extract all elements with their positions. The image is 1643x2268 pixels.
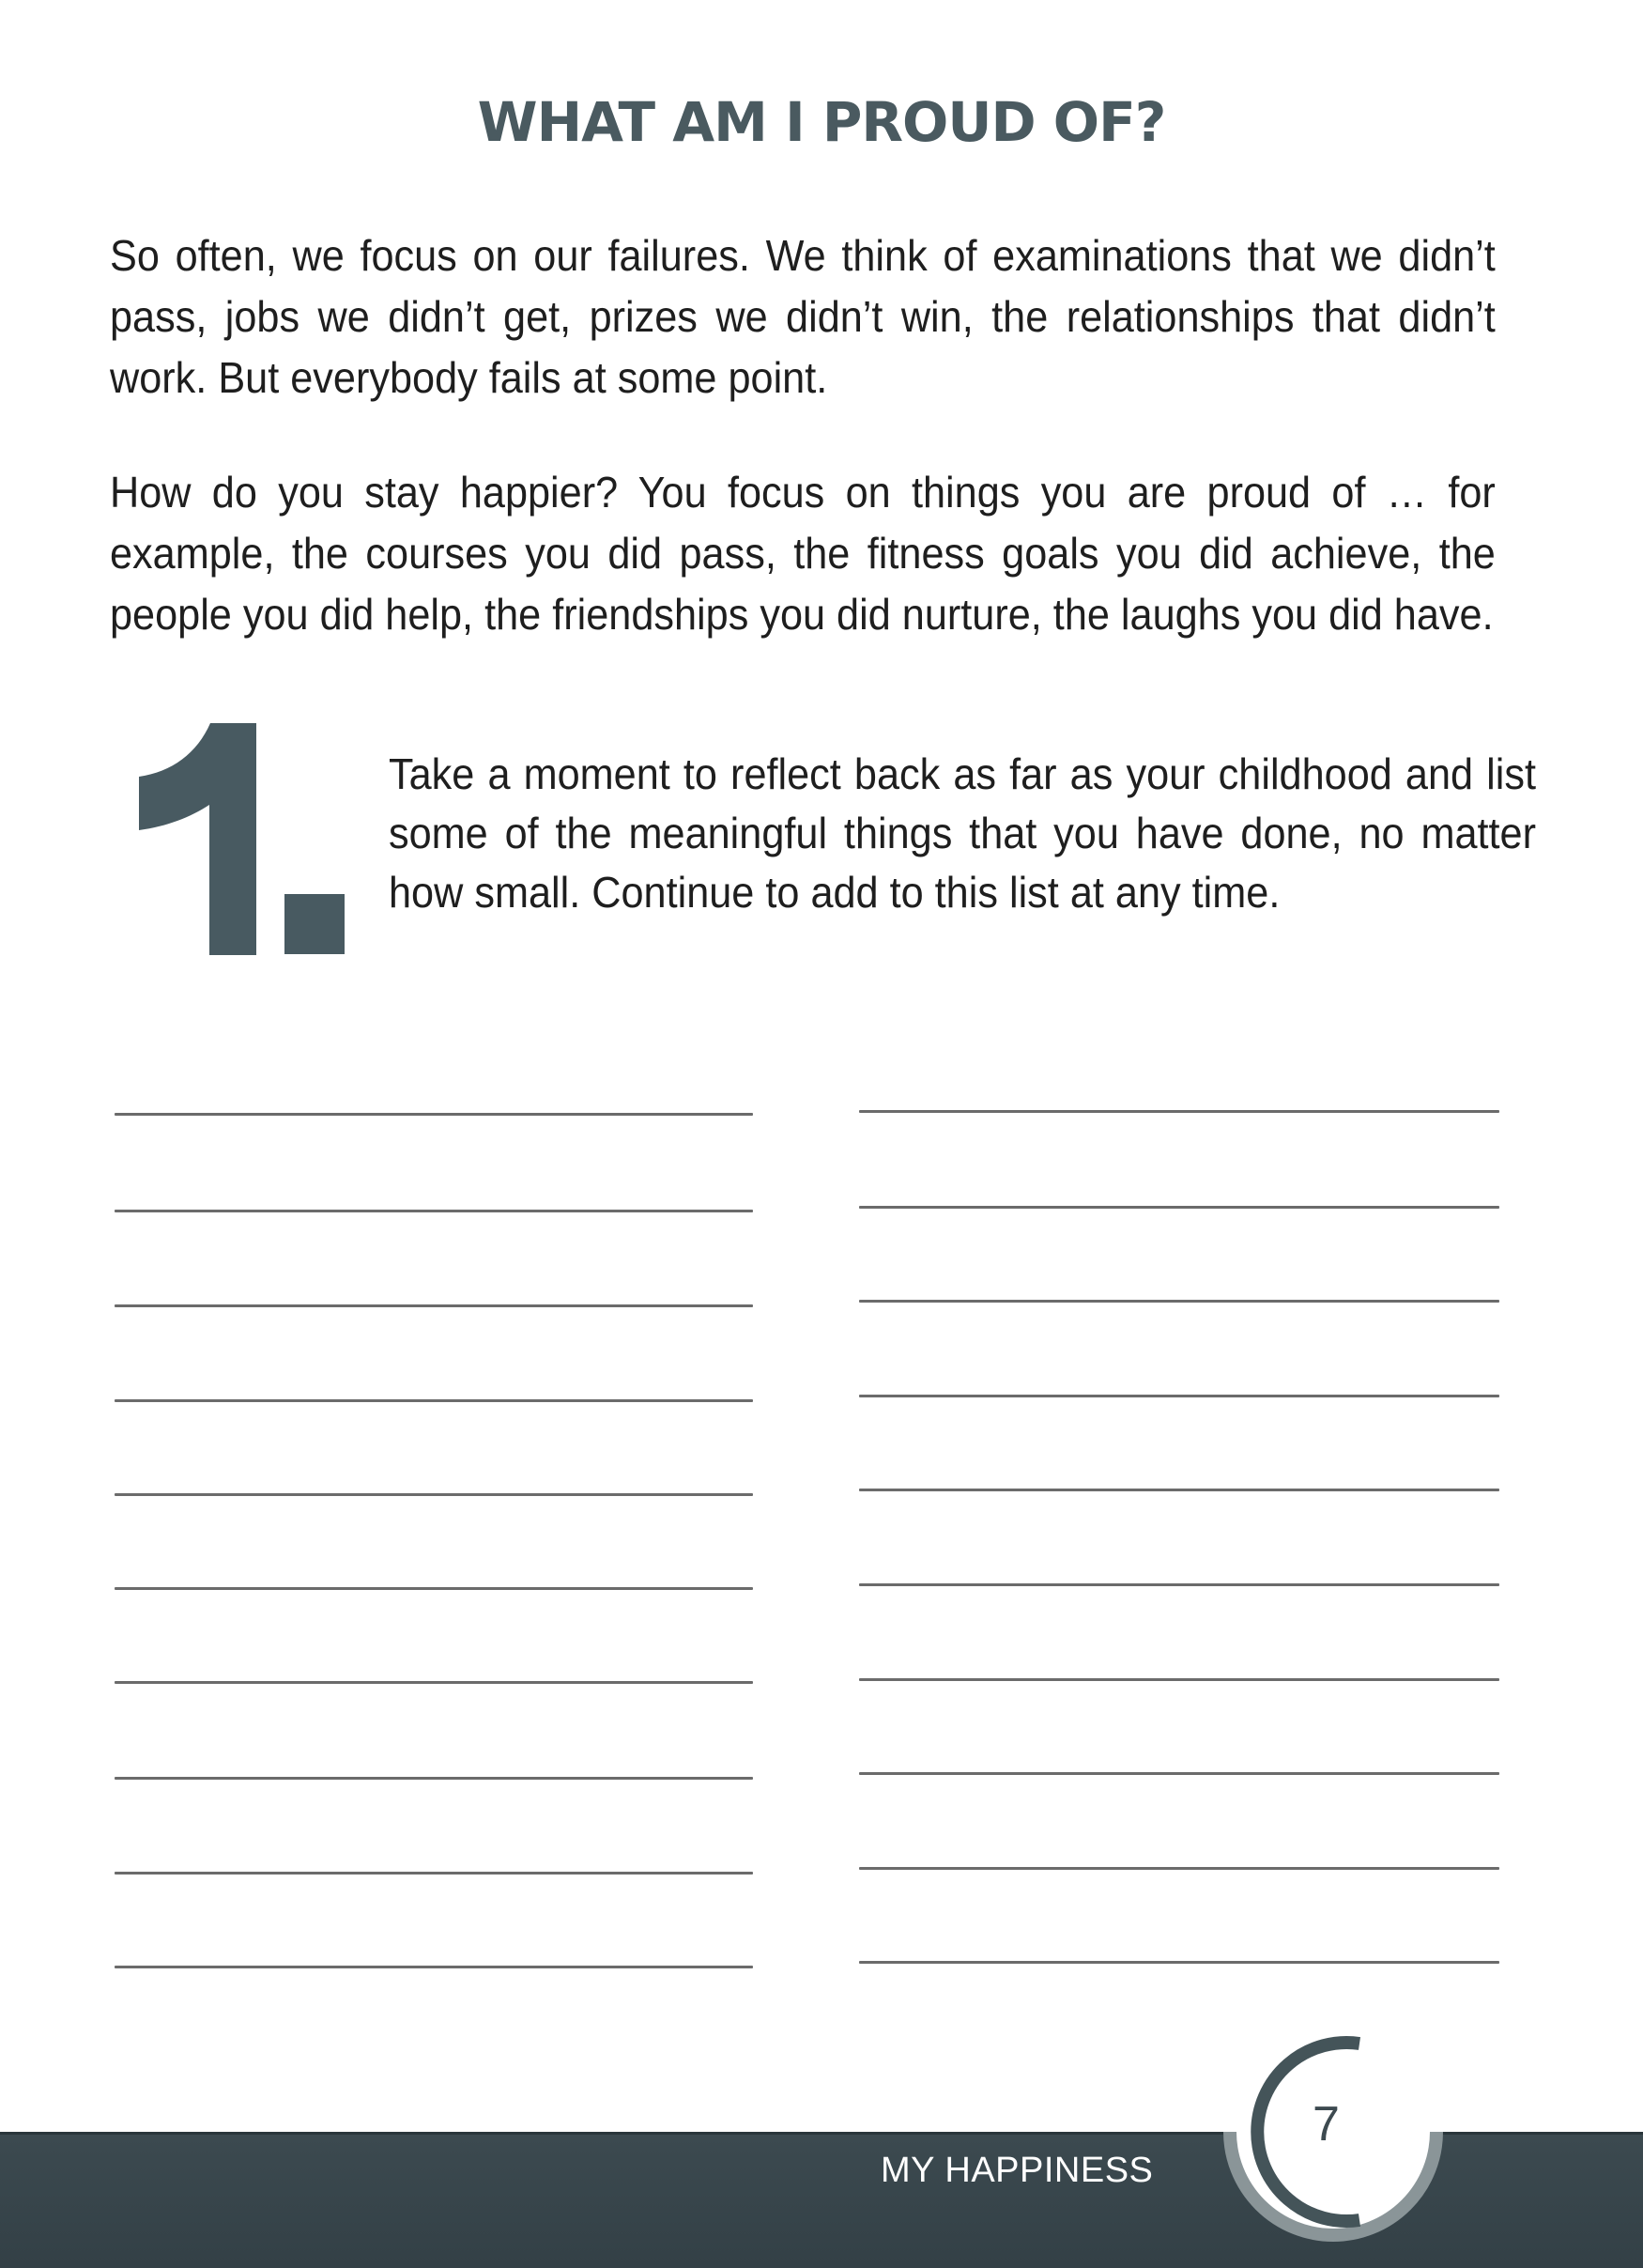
writing-line[interactable] bbox=[115, 1210, 753, 1212]
happiness-paragraph: How do you stay happier? You focus on things you are proud of … for example, the courses you did pass, the fitness goals you did achieve, the people you did help, the friendships you did nurture, the laughs you did have. bbox=[110, 468, 1496, 639]
intro-paragraph: So often, we focus on our failures. We think of examinations that we didn’t pass, jobs we didn’t get, prizes we didn’t win, the relationships that didn’t work. But everybody fails at some point. bbox=[110, 231, 1496, 402]
writing-line[interactable] bbox=[859, 1206, 1499, 1209]
exercise-instruction: Take a moment to reflect back as far as your childhood and list some of the meaningful things that you have done, no matter how small. Continue to add to this list at any time. bbox=[389, 749, 1536, 917]
writing-line[interactable] bbox=[859, 1300, 1499, 1303]
writing-line[interactable] bbox=[115, 1966, 753, 1968]
writing-line[interactable] bbox=[115, 1399, 753, 1402]
writing-line[interactable] bbox=[859, 1395, 1499, 1397]
writing-line[interactable] bbox=[115, 1113, 753, 1116]
section-label: MY HAPPINESS bbox=[881, 2151, 1154, 2190]
writing-line[interactable] bbox=[115, 1681, 753, 1684]
writing-line[interactable] bbox=[115, 1493, 753, 1496]
writing-line[interactable] bbox=[859, 1678, 1499, 1681]
writing-line[interactable] bbox=[115, 1587, 753, 1590]
writing-line[interactable] bbox=[859, 1961, 1499, 1964]
page-number: 7 bbox=[1313, 2097, 1340, 2152]
writing-line[interactable] bbox=[859, 1489, 1499, 1491]
writing-line[interactable] bbox=[859, 1110, 1499, 1113]
writing-line[interactable] bbox=[859, 1583, 1499, 1586]
step-number-one-icon bbox=[130, 716, 355, 979]
writing-line[interactable] bbox=[115, 1872, 753, 1875]
writing-line[interactable] bbox=[859, 1867, 1499, 1870]
page-title: WHAT AM I PROUD OF? bbox=[477, 90, 1166, 154]
writing-line[interactable] bbox=[115, 1304, 753, 1307]
writing-line[interactable] bbox=[859, 1772, 1499, 1775]
writing-line[interactable] bbox=[115, 1777, 753, 1780]
